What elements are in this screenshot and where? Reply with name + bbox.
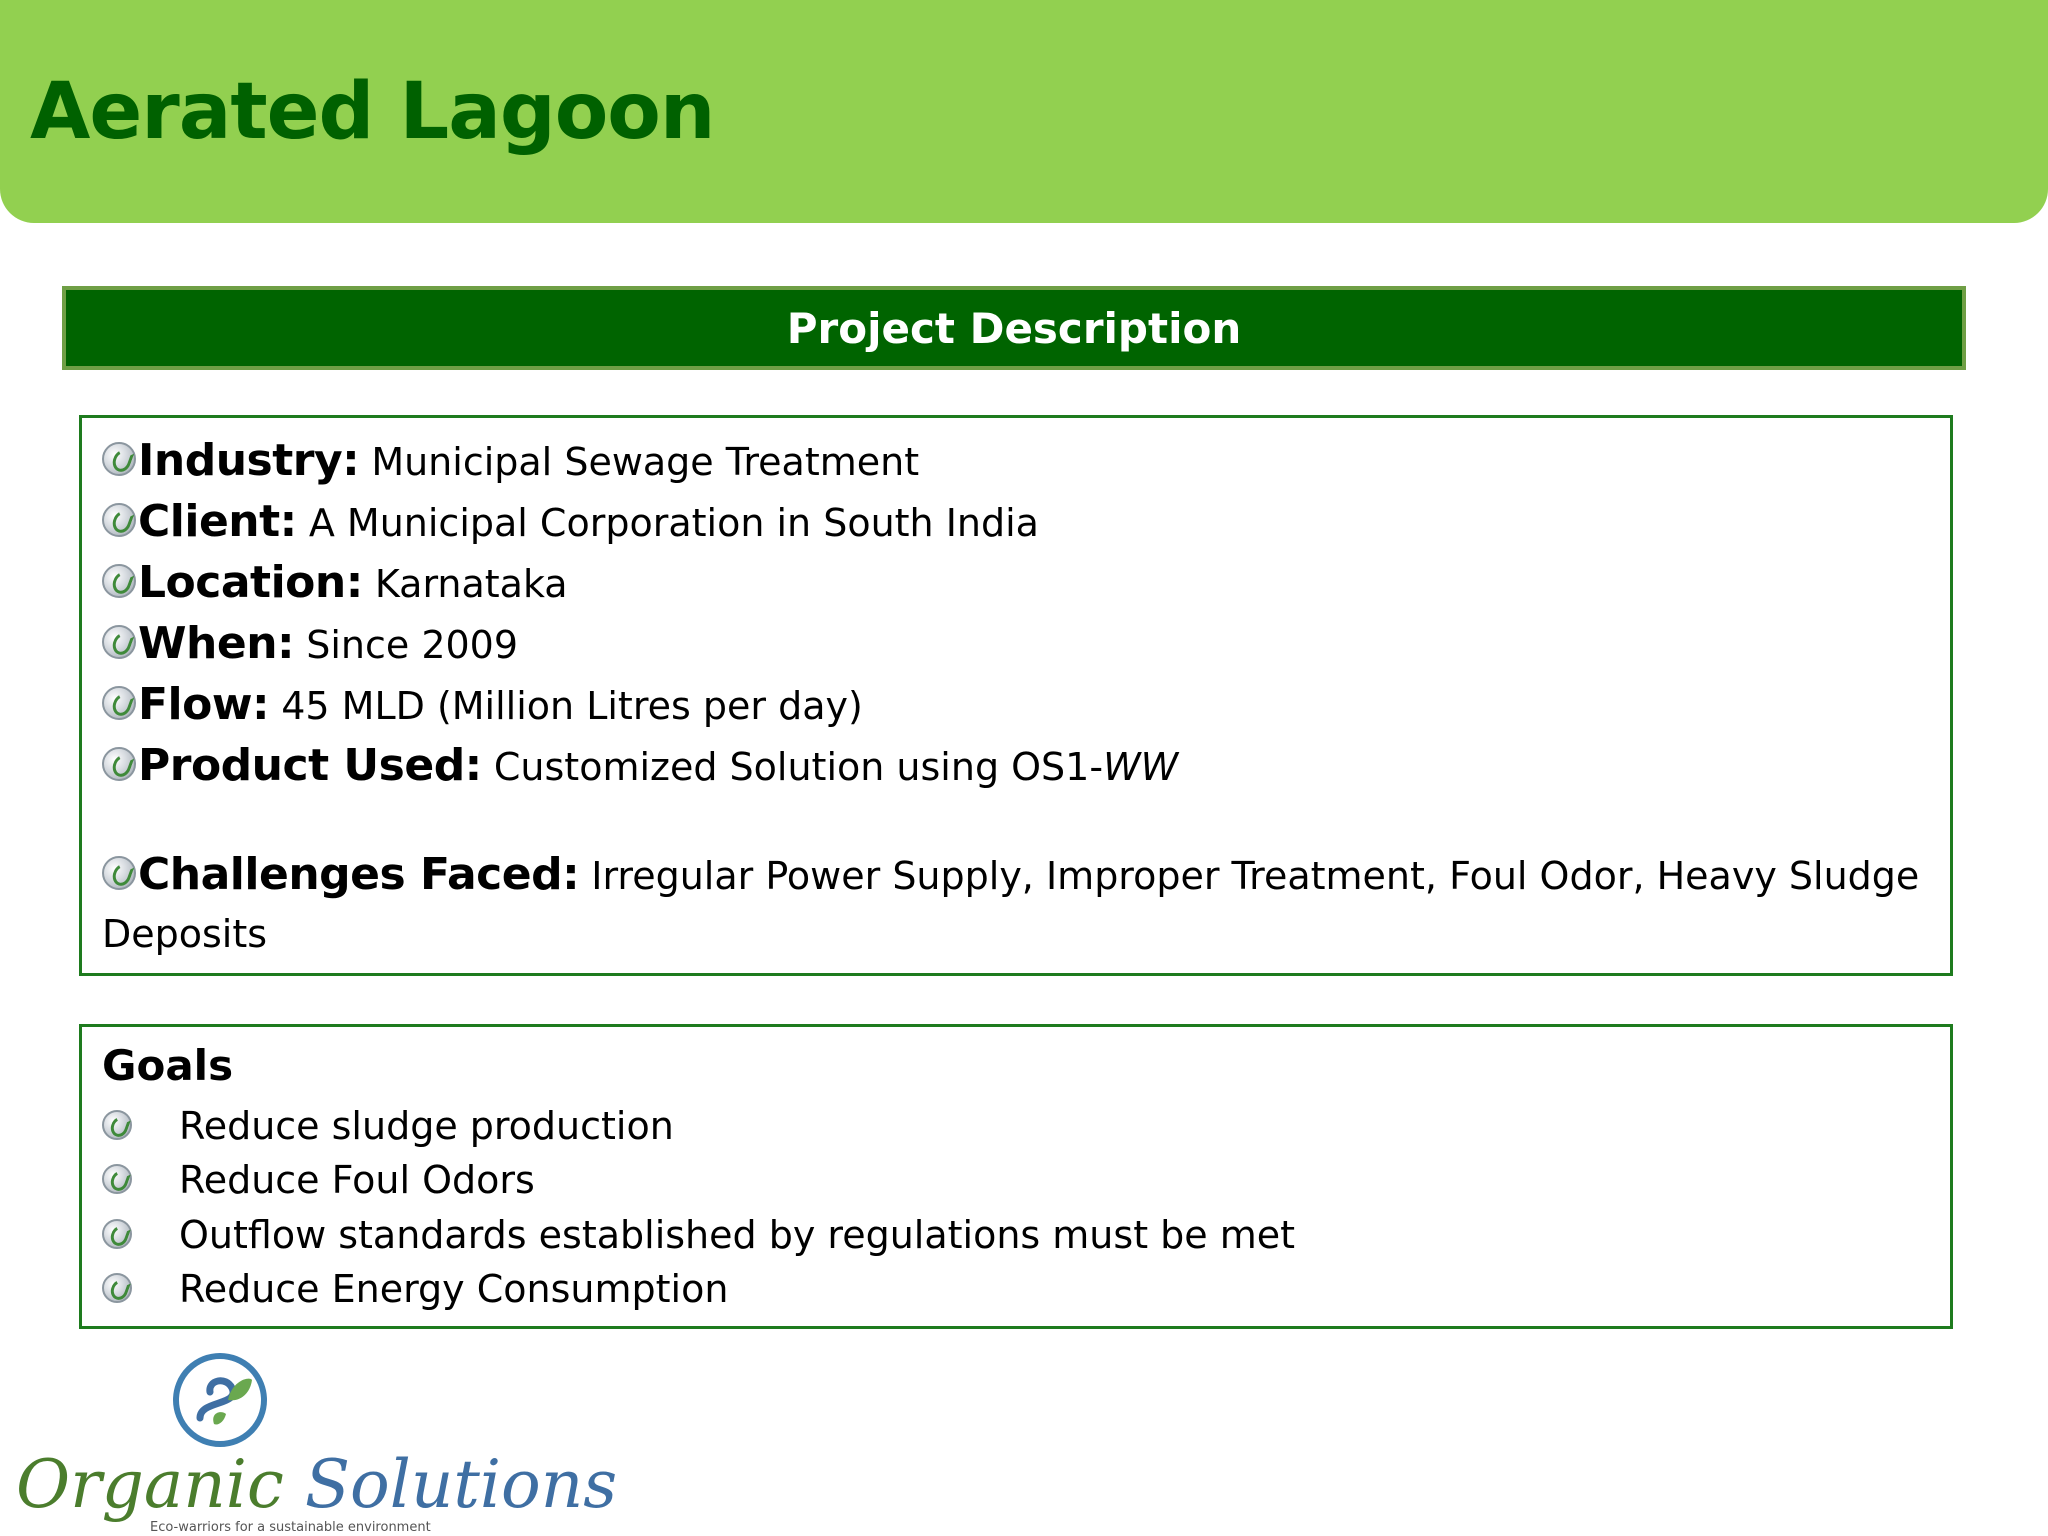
- company-logo: [10, 1350, 618, 1536]
- bullet-icon: [102, 1110, 132, 1140]
- logo-leaf-icon: [170, 1350, 270, 1450]
- bullet-icon: [102, 856, 136, 890]
- detail-challenges: [102, 846, 1922, 963]
- detail-label: Location:: [138, 557, 363, 608]
- detail-label: Flow:: [138, 679, 270, 730]
- detail-label: Product Used:: [138, 740, 482, 791]
- goal-text: Reduce sludge production: [179, 1104, 674, 1148]
- detail-value: Municipal Sewage Treatment: [371, 440, 920, 484]
- section-title: Project Description: [786, 303, 1242, 353]
- goals-box: [79, 1024, 1953, 1329]
- detail-label: Challenges Faced:: [138, 849, 580, 900]
- goals-title: Goals: [102, 1041, 234, 1090]
- bullet-icon: [102, 1273, 132, 1303]
- detail-value: A Municipal Corporation in South India: [308, 501, 1039, 545]
- logo-tagline: Eco-warriors for a sustainable environment: [150, 1520, 431, 1535]
- bullet-icon: [102, 442, 136, 476]
- detail-label: Client:: [138, 496, 297, 547]
- goal-text: Outflow standards established by regulations must be met: [179, 1213, 1296, 1257]
- project-details-box: [79, 415, 1953, 976]
- bullet-icon: [102, 1164, 132, 1194]
- logo-word-organic: Organic: [16, 1446, 305, 1523]
- bullet-icon: [102, 686, 136, 720]
- header-band: [0, 0, 2048, 223]
- detail-value: Irregular Power Supply, Improper Treatment, Foul Odor, Heavy Sludge Deposits: [102, 854, 1920, 956]
- goal-item: [102, 1155, 535, 1205]
- detail-flow: [102, 680, 863, 731]
- detail-label: Industry:: [138, 435, 360, 486]
- detail-value: 45 MLD (Million Litres per day): [281, 684, 863, 728]
- goal-text: Reduce Foul Odors: [179, 1158, 535, 1202]
- bullet-icon: [102, 625, 136, 659]
- detail-product: [102, 741, 1178, 792]
- section-header: [62, 286, 1966, 370]
- detail-value: Karnataka: [374, 562, 568, 606]
- bullet-icon: [102, 564, 136, 598]
- detail-location: [102, 558, 568, 609]
- detail-industry: [102, 436, 919, 487]
- goal-item: [102, 1210, 1296, 1260]
- detail-client: [102, 497, 1039, 548]
- bullet-icon: [102, 503, 136, 537]
- logo-word-solutions: Solutions: [304, 1446, 618, 1523]
- bullet-icon: [102, 1219, 132, 1249]
- goal-text: Reduce Energy Consumption: [179, 1267, 729, 1311]
- logo-wordmark: [16, 1446, 618, 1523]
- bullet-icon: [102, 747, 136, 781]
- detail-label: When:: [138, 618, 295, 669]
- detail-value-italic: WW: [1103, 745, 1179, 789]
- page-title: Aerated Lagoon: [30, 67, 715, 157]
- detail-value: Since 2009: [306, 623, 519, 667]
- detail-value: Customized Solution using OS1-: [493, 745, 1104, 789]
- detail-when: [102, 619, 518, 670]
- goal-item: [102, 1264, 729, 1314]
- goal-item: [102, 1101, 674, 1151]
